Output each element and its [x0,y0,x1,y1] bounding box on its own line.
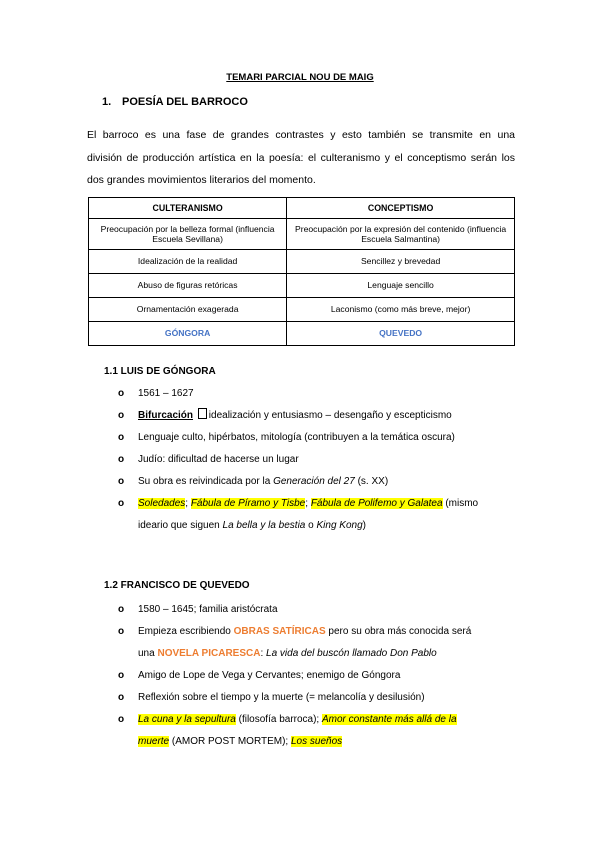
list-item [118,709,518,753]
bullet: o [118,604,125,615]
table-cell: Preocupación por la expresión del contenido (influencia Escuela Salmantina) [287,219,515,250]
obras-satiricas: OBRAS SATÍRICAS [233,626,326,637]
intro-line-3: dos grandes movimientos literarios del momento. [87,174,316,186]
item-text: 1580 – 1645; familia aristócrata [138,604,278,615]
separator: ; [305,498,309,509]
bifurcacion-label: Bifurcación [138,410,194,421]
work-los-suenos: Los sueños [290,736,343,747]
text-segment: (mismo [442,498,479,509]
item-text: Judío: dificultad de hacerse un lugar [138,454,299,465]
table-row [89,219,515,250]
text-segment: : [260,648,267,659]
bullet: o [118,692,125,703]
bullet: o [118,454,125,465]
table-cell: Laconismo (como más breve, mejor) [287,298,515,322]
intro-line-2: división de producción artística en la poesía: el culteranismo y el conceptismo serán los [87,151,515,164]
intro-paragraph [87,124,515,192]
item-text: Amigo de Lope de Vega y Cervantes; enemigo de Góngora [138,670,401,681]
table-cell: Idealización de la realidad [89,250,287,274]
list-item [118,687,518,709]
work-amor-constante: Amor constante más allá de la [322,714,457,725]
table-cell: Ornamentación exagerada [89,298,287,322]
table-row [89,274,515,298]
list-item [118,383,518,405]
text-segment: Su obra es reivindicada por la [138,476,274,487]
bullet: o [118,476,125,487]
comparison-table [88,197,515,346]
document-title: TEMARI PARCIAL NOU DE MAIG [226,72,374,83]
ref-bella-bestia: La bella y la bestia [222,520,306,531]
table-cell: Lenguaje sencillo [287,274,515,298]
bullet: o [118,410,125,421]
work-amor-constante-end: muerte [138,736,170,747]
list-item [118,493,518,537]
list-item [118,621,518,665]
text-segment: (s. XX) [354,476,389,487]
text-segment: una [138,648,158,659]
list-item [118,449,518,471]
header-culteranismo: CULTERANISMO [89,198,287,219]
section-heading-barroco [102,96,248,108]
text-segment: Empieza escribiendo [138,626,234,637]
table-row [89,250,515,274]
table-cell: Sencillez y brevedad [287,250,515,274]
novela-picaresca: NOVELA PICARESCA [157,648,261,659]
section-number: 1. [102,96,112,108]
item-text [138,621,518,665]
table-cell: Abuso de figuras retóricas [89,274,287,298]
ref-king-kong: King Kong [316,520,363,531]
item-text [138,471,518,493]
separator: ; [185,498,189,509]
work-cuna-sepultura: La cuna y la sepultura [138,714,236,725]
item-text: Reflexión sobre el tiempo y la muerte (= melancolía y desilusión) [138,692,425,703]
section-title: POESÍA DEL BARROCO [122,96,248,108]
bullet: o [118,498,125,509]
work-buscon: La vida del buscón llamado Don Pablo [266,648,437,659]
table-cell: Preocupación por la belleza formal (influencia Escuela Sevillana) [89,219,287,250]
bullet: o [118,714,125,725]
bullet: o [118,432,125,443]
item-text: 1561 – 1627 [138,388,194,399]
bullet: o [118,626,125,637]
header-conceptismo: CONCEPTISMO [287,198,515,219]
table-header-row [89,198,515,219]
work-piramo-tisbe: Fábula de Píramo y Tisbe [190,498,306,509]
bullet: o [118,670,125,681]
list-item [118,665,518,687]
text-segment: (filosofía barroca); [235,714,322,725]
list-item [118,405,518,427]
table-author-row [89,322,515,346]
table-row [89,298,515,322]
text-segment: (AMOR POST MORTEM); [169,736,291,747]
text-segment: ideario que siguen [138,520,223,531]
intro-line-1: El barroco es una fase de grandes contrastes y esto también se transmite en una [87,129,515,141]
item-text: Lenguaje culto, hipérbatos, mitología (contribuyen a la temática oscura) [138,432,455,443]
item-text [138,405,518,427]
arrow-box-icon [198,408,207,419]
author-quevedo: QUEVEDO [287,322,515,346]
bifurcacion-text: idealización y entusiasmo – desengaño y escepticismo [208,410,452,421]
work-polifemo-galatea: Fábula de Polifemo y Galatea [310,498,443,509]
list-item [118,471,518,493]
text-segment: pero su obra más conocida será [325,626,472,637]
bullet: o [118,388,125,399]
text-segment: o [305,520,317,531]
author-gongora: GÓNGORA [89,322,287,346]
item-text [138,709,518,753]
list-item [118,427,518,449]
item-text [138,493,518,537]
text-segment: ) [362,520,366,531]
work-soledades: Soledades [138,498,186,509]
subsection-heading-gongora: 1.1 LUIS DE GÓNGORA [104,366,216,377]
list-item [118,599,518,621]
subsection-heading-quevedo: 1.2 FRANCISCO DE QUEVEDO [104,580,250,591]
generacion-27: Generación del 27 [273,476,355,487]
